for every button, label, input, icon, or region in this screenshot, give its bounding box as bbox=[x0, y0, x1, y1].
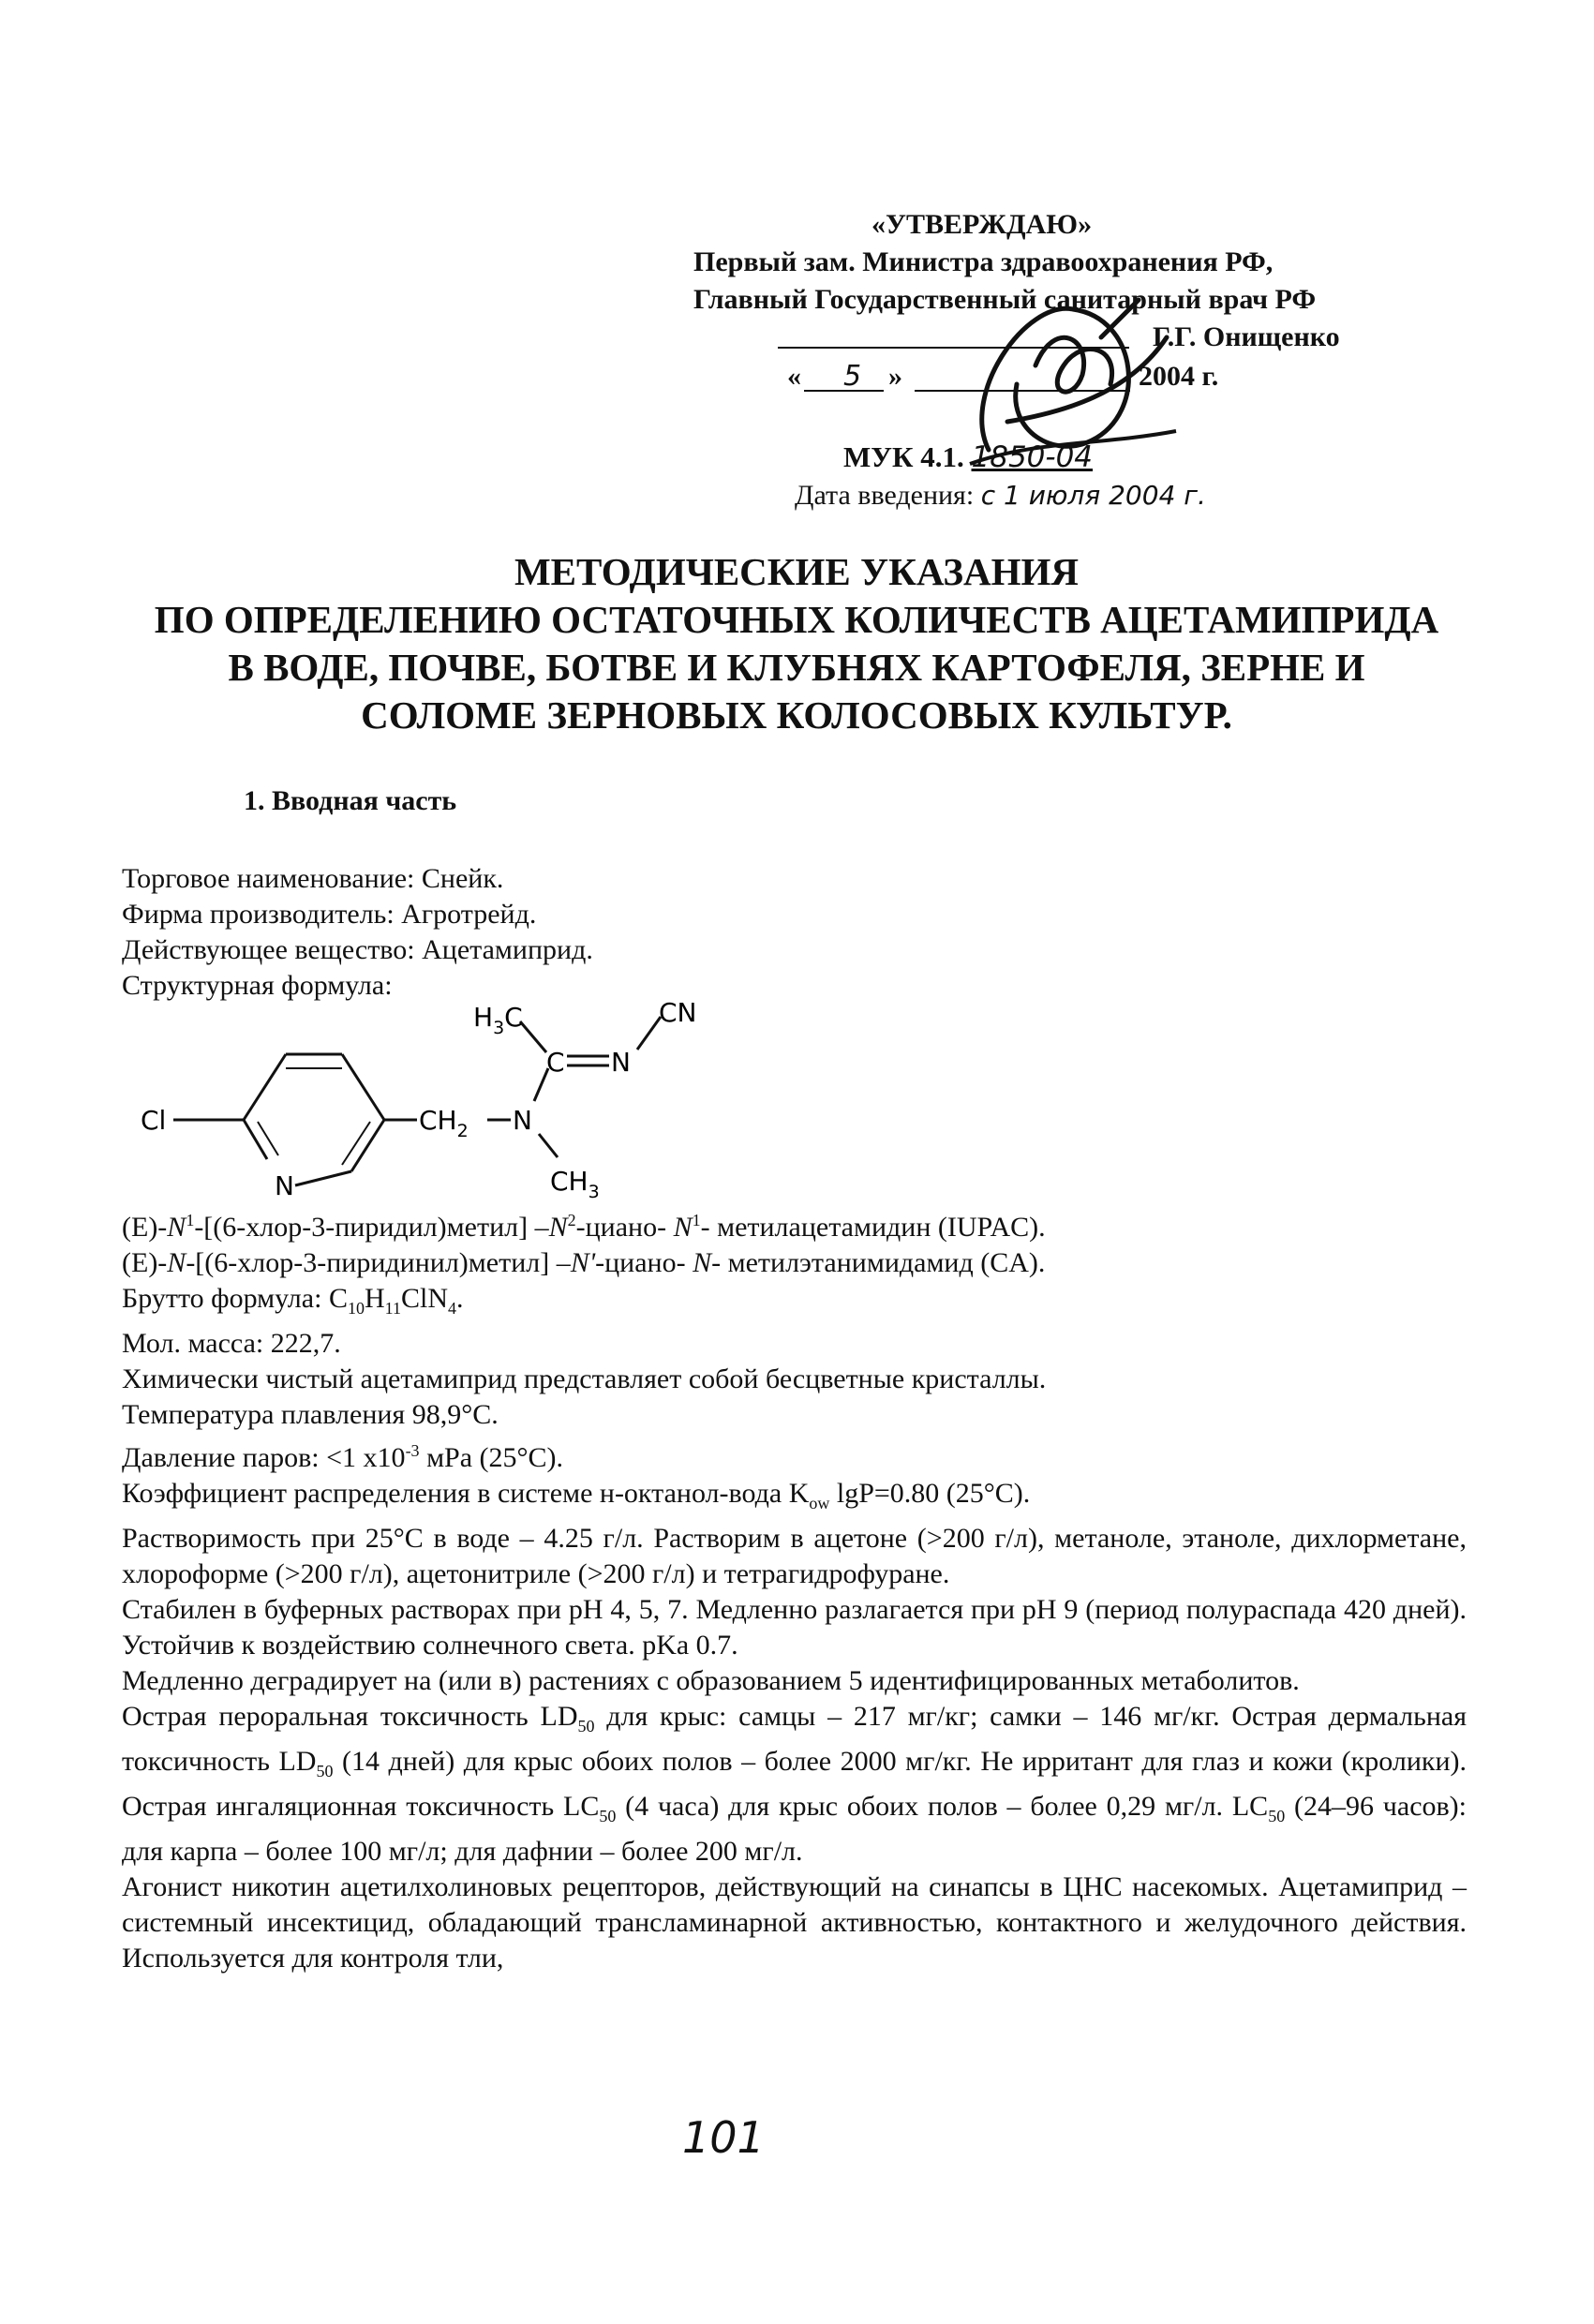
properties-block bbox=[122, 1202, 1467, 1976]
date-day: 5 bbox=[843, 360, 862, 393]
group-cn: CN bbox=[659, 998, 697, 1028]
document-title bbox=[56, 548, 1537, 739]
muk-number: 1850-04 bbox=[971, 440, 1094, 474]
brutto-formula: Брутто формула: $C_{10}H_{11}ClN_4$. bbox=[122, 1283, 464, 1318]
vapor-pressure: Давление паров: <1 $х10^{-3}$ мPa (25°С). bbox=[122, 1441, 564, 1473]
toxicity-text: Острая пероральная токсичность $LD_{50}$ для крыс: самцы – 217 мг/кг; самки – 146 мг/кг. Острая дермальная токсичность $LD_{50}$ (14 дней) для крыс обоих полов – более 2000 мг/кг. Не ирритант для глаз и кожи (кролики). Острая ингаляционная токсичность $LC_{50}$ (4 часа) для крыс обоих полов – более 0,29 мг/л. $LC_{50}$ (24–96 часов): для карпа – более 100 мг/л; для дафнии – более 200 мг/л. bbox=[122, 1701, 1467, 1867]
approval-title: «УТВЕРЖДАЮ» bbox=[871, 209, 1093, 240]
group-h3c: $H_3C$ bbox=[473, 1002, 523, 1038]
stability-text: Стабилен в буферных растворах при pH 4, 5, 7. Медленно разлагается при pH 9 (период полураспада 420 дней). Устойчив к воздействию солнечного света. pKa 0.7. bbox=[122, 1594, 1467, 1661]
approval-position-line-2: Главный Государственный санитарный врач РФ bbox=[693, 284, 1317, 315]
date-year: 2004 г. bbox=[1139, 361, 1219, 392]
molar-mass: Мол. масса: 222,7. bbox=[122, 1328, 341, 1359]
group-ch3: $CH_3$ bbox=[550, 1166, 600, 1199]
crystals-text: Химически чистый ацетамиприд представляет собой бесцветные кристаллы. bbox=[122, 1363, 1047, 1394]
formula-label: Структурная формула: bbox=[122, 970, 393, 1001]
trade-name: Торговое наименование: Снейк. bbox=[122, 863, 504, 894]
intro-block bbox=[122, 861, 1467, 1004]
approval-signer: Г.Г. Онищенко bbox=[1153, 321, 1340, 352]
atom-c-center: C bbox=[546, 1047, 565, 1078]
date-day-underline bbox=[804, 390, 884, 392]
svg-text:101: 101 bbox=[682, 2112, 765, 2163]
intro-date-value: с 1 июля 2004 г. bbox=[980, 480, 1206, 511]
structural-formula bbox=[117, 998, 773, 1199]
title-line-4: СОЛОМЕ ЗЕРНОВЫХ КОЛОСОВЫХ КУЛЬТУР. bbox=[361, 693, 1232, 737]
date-close-quote: » bbox=[888, 361, 902, 392]
date-open-quote: « bbox=[787, 361, 801, 392]
atom-n-amine: N bbox=[513, 1105, 532, 1136]
intro-date-label: Дата введения: bbox=[795, 480, 975, 511]
iupac-name: $(E)-N^1-[(6-хлор-3-пиридил)метил]$ $-N^2-циано-$ $N^1-$ метилацетамидин (IUPAC). bbox=[122, 1211, 1046, 1243]
page-number bbox=[675, 2104, 768, 2169]
partition-coefficient: Коэффициент распределения в системе н-октанол-вода $K_{ow}$ lgP=0.80 (25°С). bbox=[122, 1478, 1031, 1512]
melting-point: Температура плавления 98,9°С. bbox=[122, 1399, 499, 1430]
muk-label: МУК 4.1. bbox=[843, 440, 964, 473]
title-line-1: МЕТОДИЧЕСКИЕ УКАЗАНИЯ bbox=[514, 550, 1080, 593]
atom-n-imine: N bbox=[611, 1047, 631, 1078]
solubility-text: Растворимость при 25°С в воде – 4.25 г/л. Растворим в ацетоне (>200 г/л), метаноле, этаноле, дихлорметане, хлороформе (>200 г/л), ацетонитриле (>200 г/л) и тетрагидрофуране. bbox=[122, 1523, 1467, 1589]
ca-name: (E)-N-[(6-хлор-3-пиридинил)метил] –N'-циано- N- метилэтанимидамид (CA). bbox=[122, 1247, 1046, 1278]
section-heading: 1. Вводная часть bbox=[244, 785, 457, 816]
manufacturer: Фирма производитель: Агротрейд. bbox=[122, 899, 537, 930]
intro-date-line bbox=[795, 480, 1206, 512]
agonist-text: Агонист никотин ацетилхолиновых рецепторов, действующий на синапсы в ЦНС насекомых. Ацетамиприд – системный инсектицид, обладающий трансламинарной активностью, контактного и желудочного действия. Используется для контроля тли, bbox=[122, 1871, 1467, 1974]
title-line-2: ПО ОПРЕДЕЛЕНИЮ ОСТАТОЧНЫХ КОЛИЧЕСТВ АЦЕТАМИПРИДА bbox=[154, 598, 1439, 641]
group-ch2: $CH_2$ bbox=[419, 1105, 469, 1141]
active-substance: Действующее вещество: Ацетамиприд. bbox=[122, 934, 593, 965]
atom-n-ring: N bbox=[275, 1170, 294, 1199]
atom-cl: Cl bbox=[141, 1105, 167, 1136]
title-line-3: В ВОДЕ, ПОЧВЕ, БОТВЕ И КЛУБНЯХ КАРТОФЕЛЯ, ЗЕРНЕ И bbox=[228, 646, 1365, 689]
approval-position-line: Первый зам. Министра здравоохранения РФ, bbox=[693, 246, 1274, 277]
muk-line bbox=[843, 440, 1093, 474]
degradation-text: Медленно деградирует на (или в) растениях с образованием 5 идентифицированных метаболитов. bbox=[122, 1665, 1300, 1696]
